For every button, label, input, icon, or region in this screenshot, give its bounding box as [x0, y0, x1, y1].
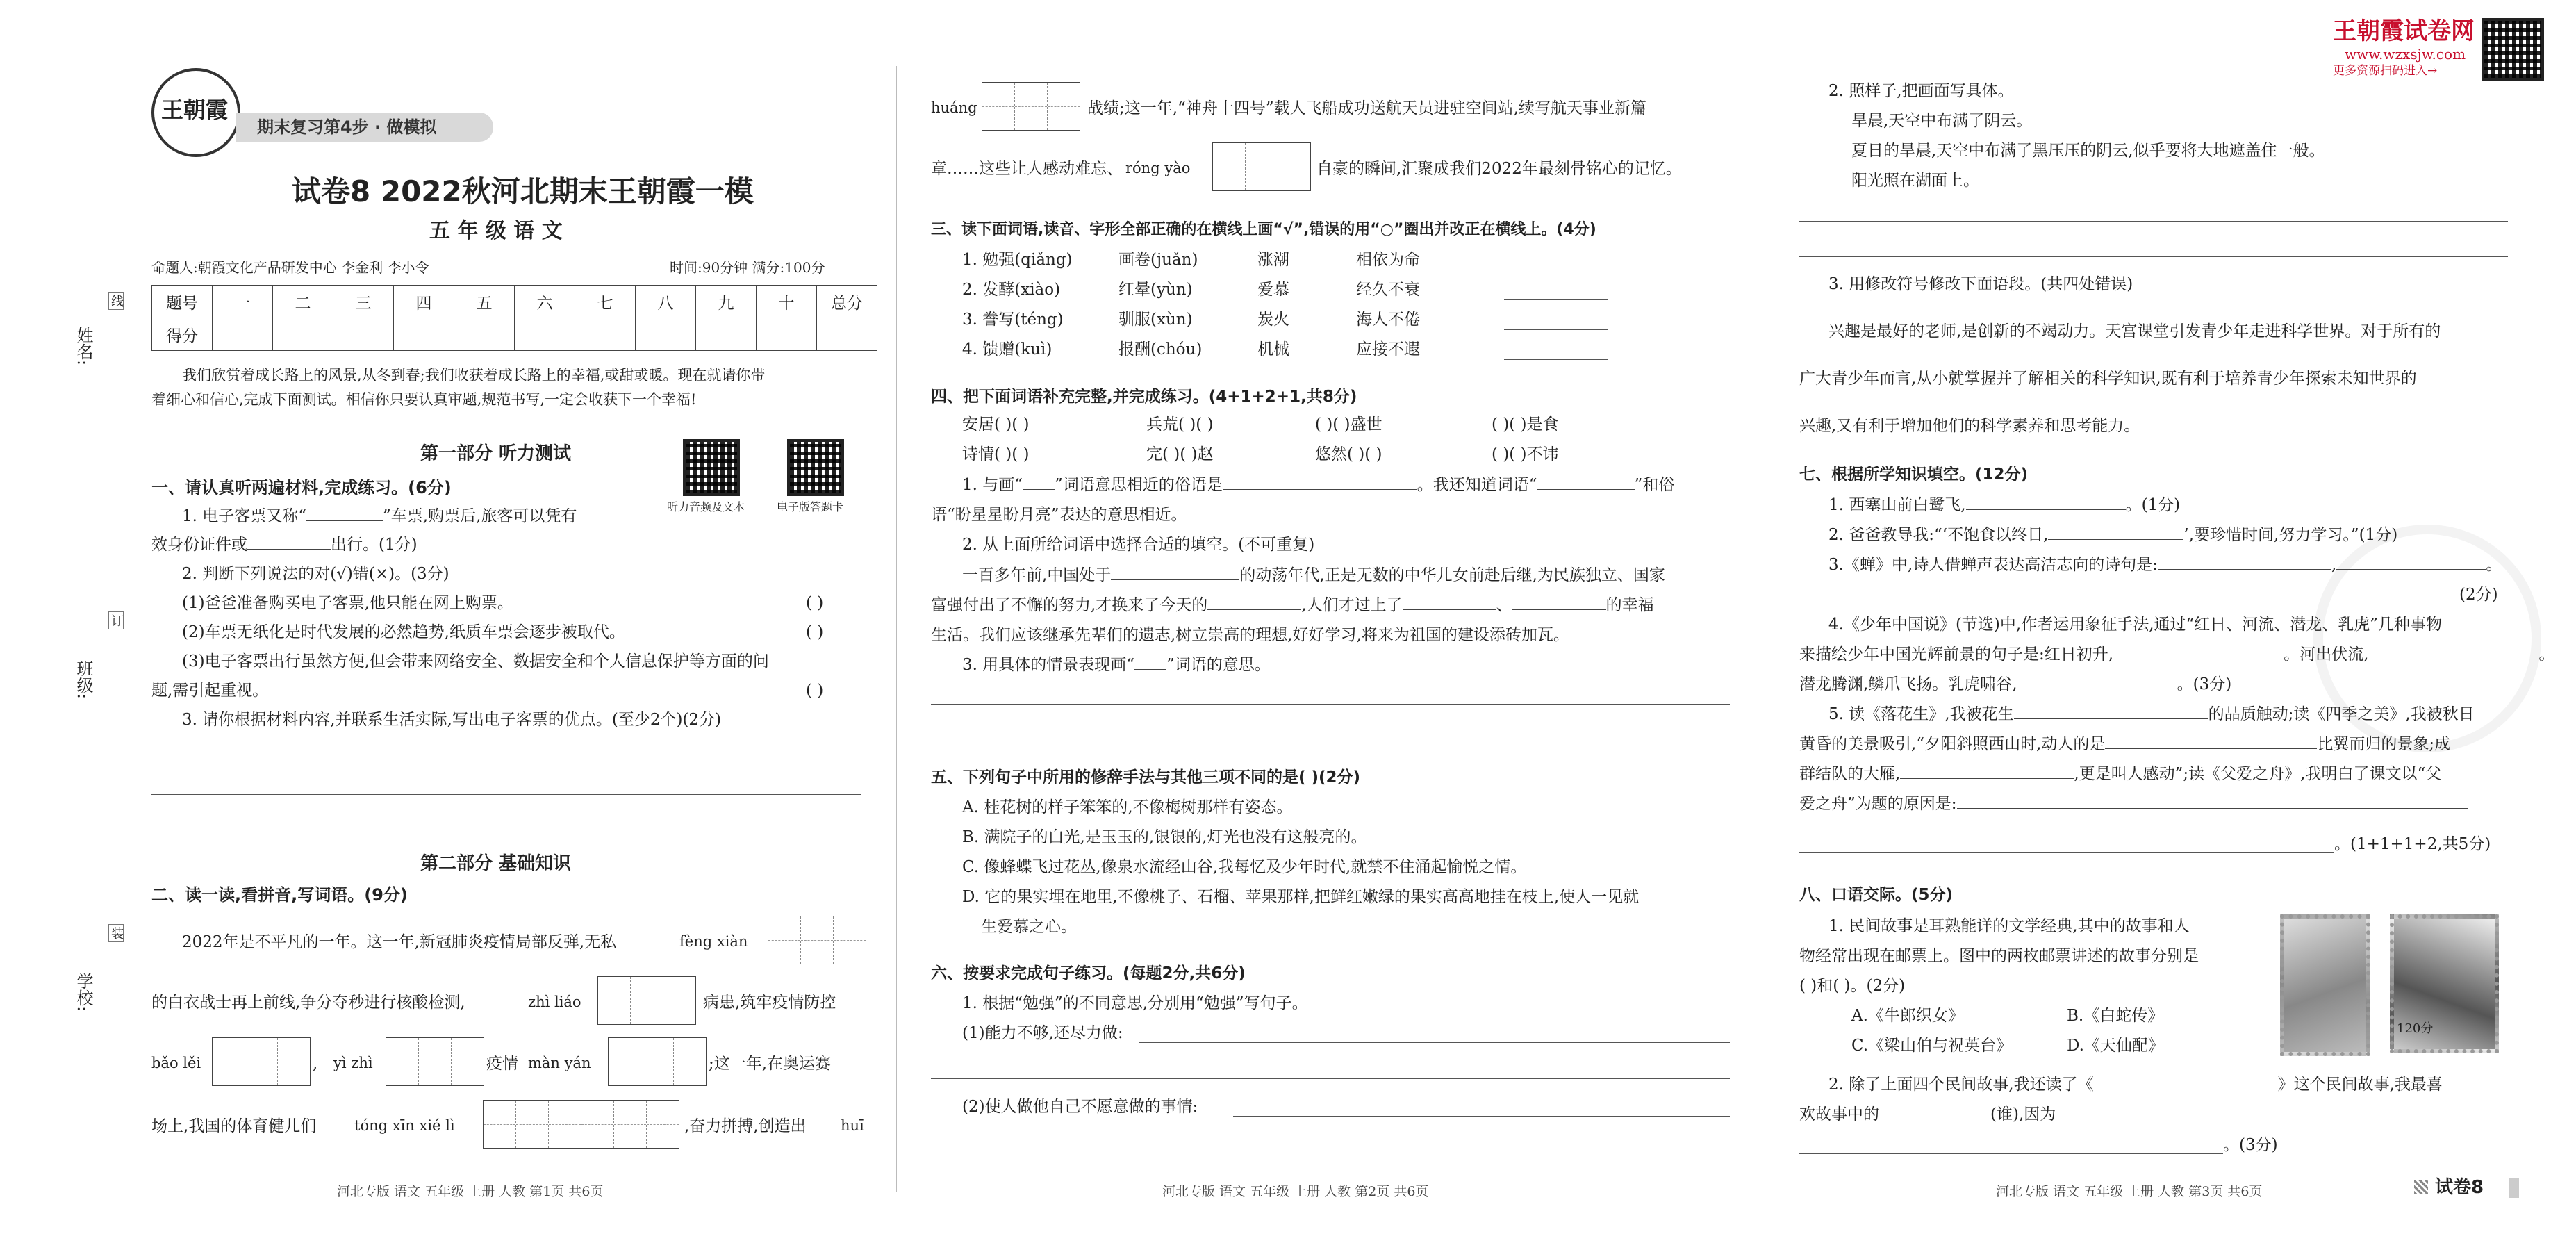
logo-badge — [151, 68, 240, 157]
judge-paren[interactable]: ( ) — [806, 623, 824, 641]
score-cell: 五 — [454, 286, 515, 318]
answer-blank[interactable] — [1966, 509, 2126, 510]
judge-paren[interactable]: ( ) — [806, 682, 824, 700]
score-cell: 得分 — [152, 318, 213, 351]
passage-text: 的白衣战士再上前线,争分夺秒进行核酸检测, — [151, 994, 465, 1012]
stamp-image-1 — [2280, 914, 2370, 1056]
q8-line: 1. 民间故事是耳熟能详的文学经典,其中的故事和人 — [1828, 917, 2190, 935]
pinyin-grid-yizhi[interactable] — [386, 1037, 484, 1086]
score-input-row — [152, 318, 877, 351]
pinyin-grid-tongxinxieli[interactable] — [483, 1100, 679, 1149]
score-cell: 总分 — [817, 286, 877, 318]
q7-line: 3.《蝉》中,诗人借蝉声表达高洁志向的诗句是: , 。 — [1828, 556, 2502, 574]
subject-title: 五 年 级 语 文 — [429, 219, 563, 243]
pinyin-grid-manyan[interactable] — [608, 1037, 707, 1086]
answer-line[interactable] — [1799, 256, 2508, 257]
answer-line[interactable] — [1504, 299, 1608, 300]
passage-text: 病患,筑牢疫情防控 — [703, 994, 836, 1012]
q4-item[interactable]: 完( )( )赵 — [1146, 445, 1214, 463]
passage-text: 场上,我国的体育健儿们 — [151, 1117, 317, 1135]
q7-line: 来描绘少年中国光辉前景的句子是:红日初升, 。河出伏流, 。 — [1799, 645, 2555, 664]
q5-option[interactable]: C. 像蜂蝶飞过花丛,像泉水流经山谷,我每忆及少年时代,就禁不住涌起愉悦之情。 — [962, 858, 1527, 876]
passage-text: ;这一年,在奥运赛 — [709, 1055, 832, 1073]
part1-title: 第一部分 听力测试 — [420, 443, 572, 464]
q8-line: 欢故事中的 (谁),因为 — [1799, 1107, 2400, 1123]
q3-word: 1. 勉强(qiǎng) — [962, 251, 1073, 269]
banner-bar — [236, 113, 493, 142]
q4-item[interactable]: 安居( )( ) — [962, 415, 1030, 434]
pinyin-grid-rongyao[interactable] — [1212, 142, 1311, 191]
score-cell: 七 — [575, 286, 636, 318]
cut-mark: 订 — [108, 611, 124, 629]
qr-label: 电子版答题卡 — [777, 500, 844, 513]
answer-blank[interactable] — [247, 549, 331, 550]
q6-sub: (2)使人做他自己不愿意做的事情: — [962, 1098, 1198, 1116]
passage-text: ,奋力拼搏,创造出 — [684, 1117, 807, 1135]
intro-line: 我们欣赏着成长路上的风景,从冬到春;我们收获着成长路上的幸福,或甜或暖。现在就请你带 — [182, 367, 766, 384]
score-cell: 六 — [515, 286, 575, 318]
q1-1-text: 1. 电子客票又称“ ”车票,购票后,旅客可以凭有 — [182, 507, 577, 525]
q4-sub1-b: 语“盼星星盼月亮”表达的意思相近。 — [931, 506, 1187, 524]
site-name[interactable]: 王朝霞试卷网 — [2333, 17, 2475, 45]
answer-blank[interactable] — [2014, 718, 2208, 719]
q3-word: 机械 — [1257, 340, 1289, 359]
q4-item[interactable]: 诗情( )( ) — [962, 445, 1030, 463]
answer-blank[interactable] — [1207, 609, 1301, 610]
q7-line: 黄昏的美景吸引,“夕阳斜照西山时,动人的是 比翼而归的景象;成 — [1799, 735, 2451, 753]
q6-sub: 3. 用修改符号修改下面语段。(共四处错误) — [1828, 275, 2133, 293]
part2-title: 第二部分 基础知识 — [420, 853, 572, 874]
answer-blank[interactable] — [1023, 489, 1055, 490]
q4-item[interactable]: ( )( )盛世 — [1315, 415, 1382, 434]
passage-text: 章……这些让人感动难忘、 — [931, 160, 1123, 178]
q7-title: 七、根据所学知识填空。(12分) — [1799, 466, 2029, 484]
score-header-row — [152, 286, 877, 318]
answer-line[interactable] — [1799, 221, 2508, 222]
page-footer: 河北专版 语文 五年级 上册 人教 第3页 共6页 — [1996, 1184, 2263, 1199]
answer-blank[interactable] — [1134, 669, 1166, 670]
q3-word: 驯服(xùn) — [1118, 311, 1193, 329]
pinyin: fèng xiàn — [679, 933, 748, 950]
q7-score: 。(1+1+1+2,共5分) — [2334, 835, 2491, 853]
school-label: 学校: — [74, 973, 93, 1012]
q4-sub3: 3. 用具体的情景表现画“ ”词语的意思。 — [962, 656, 1271, 674]
qr-code-audio[interactable] — [683, 439, 740, 496]
q4-item[interactable]: ( )( )不讳 — [1492, 445, 1559, 463]
q3-word: 3. 誊写(téng) — [962, 311, 1064, 329]
qr-label: 听力音频及文本 — [667, 500, 745, 513]
pinyin: bǎo lěi — [151, 1055, 201, 1071]
answer-blank[interactable] — [1957, 808, 2468, 809]
score-cell: 九 — [696, 286, 757, 318]
stamp-image-2 — [2390, 914, 2499, 1053]
page-footer: 河北专版 语文 五年级 上册 人教 第2页 共6页 — [1162, 1184, 1429, 1199]
score-input[interactable] — [515, 318, 575, 351]
answer-line[interactable] — [1799, 852, 2334, 853]
score-cell: 题号 — [152, 286, 213, 318]
q6-sub: 1. 根据“勉强”的不同意思,分别用“勉强”写句子。 — [962, 994, 1308, 1012]
answer-blank[interactable] — [1223, 489, 1417, 490]
q3-word: 经久不衰 — [1356, 281, 1420, 299]
q3-word: 涨潮 — [1257, 251, 1289, 269]
score-input[interactable] — [394, 318, 454, 351]
q4-title: 四、把下面词语补充完整,并完成练习。(4+1+2+1,共8分) — [931, 388, 1357, 406]
judge-paren[interactable]: ( ) — [806, 594, 824, 612]
score-cell: 四 — [394, 286, 454, 318]
q7-line: 爱之舟”为题的原因是: — [1799, 796, 2468, 812]
q8-option[interactable]: D.《天仙配》 — [2067, 1037, 2164, 1055]
footer-bar — [2509, 1178, 2519, 1198]
q7-score: (2分) — [2459, 586, 2498, 604]
pinyin: róng yào — [1125, 160, 1191, 176]
q1-1-text-2: 效身份证件或 出行。(1分) — [151, 536, 418, 554]
answer-line[interactable] — [931, 704, 1730, 705]
intro-line: 着细心和信心,完成下面测试。相信你只要认真审题,规范书写,一定会收获下一个幸福! — [151, 391, 697, 408]
footer-pattern — [2414, 1180, 2428, 1194]
score-cell: 八 — [636, 286, 696, 318]
answer-line[interactable] — [1139, 1042, 1730, 1043]
score-input[interactable] — [757, 318, 817, 351]
score-input[interactable] — [636, 318, 696, 351]
score-input[interactable] — [817, 318, 877, 351]
q5-option[interactable]: D. 它的果实埋在地里,不像桃子、石榴、苹果那样,把鲜红嫩绿的果实高高地挂在枝上,使人一见就 — [962, 888, 1640, 906]
example-text: 阳光照在湖面上。 — [1851, 172, 1979, 190]
q4-item[interactable]: ( )( )是食 — [1492, 415, 1559, 434]
q1-title: 一、请认真听两遍材料,完成练习。(6分) — [151, 478, 452, 497]
answer-line[interactable] — [151, 794, 861, 795]
pinyin-grid-huihuang[interactable] — [982, 82, 1080, 131]
passage-text: 疫情 — [486, 1055, 518, 1073]
score-cell: 十 — [757, 286, 817, 318]
score-cell: 一 — [213, 286, 273, 318]
q7-line: 群结队的大雁, ,更是叫人感动”;读《父爱之舟》,我明白了课文以“父 — [1799, 765, 2442, 783]
stamp-value: 120分 — [2397, 1021, 2434, 1036]
q1-3-text: 3. 请你根据材料内容,并联系生活实际,写出电子客票的优点。(至少2个)(2分) — [182, 711, 722, 729]
answer-blank[interactable] — [2158, 569, 2331, 570]
page-title: 试卷8 2022秋河北期末王朝霞一模 — [292, 174, 754, 208]
edit-passage: 兴趣,又有利于增加他们的科学素养和思考能力。 — [1799, 417, 2140, 435]
answer-blank[interactable] — [306, 520, 383, 521]
answer-line[interactable] — [931, 1078, 1730, 1079]
answer-line[interactable] — [1233, 1116, 1730, 1117]
q3-word: 画卷(juǎn) — [1118, 251, 1198, 269]
q2-title: 二、读一读,看拼音,写词语。(9分) — [151, 885, 408, 905]
passage-text: 自豪的瞬间,汇聚成我们2022年最刻骨铭心的记忆。 — [1316, 160, 1682, 178]
pinyin: tóng xīn xié lì — [354, 1117, 455, 1134]
score-input[interactable] — [273, 318, 333, 351]
q3-word: 红晕(yùn) — [1118, 281, 1193, 299]
answer-line[interactable] — [1799, 1153, 2223, 1154]
passage-text: 2022年是不平凡的一年。这一年,新冠肺炎疫情局部反弹,无私 — [182, 933, 617, 951]
q8-line: 物经常出现在邮票上。图中的两枚邮票讲述的故事分别是 — [1799, 947, 2199, 965]
edit-passage: 兴趣是最好的老师,是创新的不竭动力。天宫课堂引发青少年走进科学世界。对于所有的 — [1828, 322, 2441, 340]
page-footer: 河北专版 语文 五年级 上册 人教 第1页 共6页 — [337, 1184, 604, 1199]
q3-word: 应接不遐 — [1356, 340, 1420, 359]
q8-line: 2. 除了上面四个民间故事,我还读了《 》这个民间故事,我最喜 — [1828, 1076, 2443, 1094]
q8-option[interactable]: B.《白蛇传》 — [2067, 1007, 2164, 1025]
q4-item[interactable]: 兵荒( )( ) — [1146, 415, 1214, 434]
score-input[interactable] — [333, 318, 394, 351]
judge-item: (3)电子客票出行虽然方便,但会带来网络安全、数据安全和个人信息保护等方面的问 — [182, 652, 769, 670]
answer-blank[interactable] — [1537, 489, 1635, 490]
judge-item: 题,需引起重视。 — [151, 682, 269, 700]
pinyin: huī — [841, 1117, 864, 1134]
q4-item[interactable]: 悠然( )( ) — [1315, 445, 1382, 463]
q8-line[interactable]: ( )和( )。(2分) — [1799, 977, 1906, 995]
pinyin-grid-fengxian[interactable] — [768, 916, 866, 964]
logo-text: 王朝霞 — [161, 97, 229, 123]
passage-text: , — [313, 1055, 318, 1073]
score-cell: 二 — [273, 286, 333, 318]
score-input[interactable] — [696, 318, 757, 351]
pinyin-grid-baolei[interactable] — [212, 1037, 311, 1086]
exam-tag: 试卷8 — [2435, 1177, 2484, 1198]
score-table — [151, 285, 877, 351]
answer-blank[interactable] — [2336, 569, 2486, 570]
score-input[interactable] — [575, 318, 636, 351]
pinyin: yì zhì — [333, 1055, 373, 1071]
answer-blank[interactable] — [1111, 579, 1239, 580]
q7-line: 4.《少年中国说》(节选)中,作者运用象征手法,通过“红日、河流、潜龙、乳虎”几种事物 — [1828, 616, 2443, 634]
q3-word: 报酬(chóu) — [1118, 340, 1203, 359]
site-url[interactable]: www.wzxsjw.com — [2345, 46, 2466, 63]
q4-sub2-text: 富强付出了不懈的努力,才换来了今天的 ,人们才过上了 、 的幸福 — [931, 596, 1654, 614]
cut-mark: 装 — [108, 924, 124, 942]
banner-text: 期末复习第4步 · 做模拟 — [257, 117, 437, 137]
q8-score: 。(3分) — [2223, 1136, 2278, 1154]
class-label: 班级: — [74, 660, 93, 700]
cut-mark: 线 — [108, 292, 124, 310]
q5-option: 生爱慕之心。 — [981, 918, 1077, 936]
name-label: 姓名: — [74, 327, 93, 366]
q8-option[interactable]: C.《梁山伯与祝英台》 — [1851, 1037, 2013, 1055]
time-score: 时间:90分钟 满分:100分 — [670, 259, 825, 276]
q4-sub1: 1. 与画“ ”词语意思相近的俗语是 。我还知道词语“ ”和俗 — [962, 476, 1675, 494]
pinyin-grid-zhiliao[interactable] — [597, 976, 696, 1025]
authors: 命题人:朝霞文化产品研发中心 李金利 李小令 — [151, 259, 429, 276]
q3-title: 三、读下面词语,读音、字形全部正确的在横线上画“√”,错误的用“○”圈出并改正在横线上。(4分) — [931, 221, 1596, 238]
answer-blank[interactable] — [1512, 609, 1606, 610]
q6-title: 六、按要求完成句子练习。(每题2分,共6分) — [931, 964, 1246, 982]
q3-word: 相依为命 — [1356, 251, 1420, 269]
qr-code-answer-sheet[interactable] — [787, 439, 844, 496]
q7-line: 潜龙腾渊,鳞爪飞扬。乳虎啸谷, 。(3分) — [1799, 675, 2232, 693]
answer-blank[interactable] — [1900, 778, 2074, 779]
q3-word: 爱慕 — [1257, 281, 1289, 299]
q4-sub2-text: 一百多年前,中国处于 的动荡年代,正是无数的中华儿女前赴后继,为民族独立、国家 — [962, 566, 1665, 584]
q6-sub: (1)能力不够,还尽力做: — [962, 1024, 1123, 1042]
q3-word: 炭火 — [1257, 311, 1289, 329]
answer-blank[interactable] — [1403, 609, 1496, 610]
q5-option[interactable]: B. 满院子的白光,是玉玉的,银银的,灯光也没有这般亮的。 — [962, 828, 1367, 846]
edit-passage: 广大青少年而言,从小就掌握并了解相关的科学知识,既有利于培养青少年探索未知世界的 — [1799, 370, 2417, 388]
answer-line[interactable] — [1504, 359, 1608, 360]
judge-item: (2)车票无纸化是时代发展的必然趋势,纸质车票会逐步被取代。 — [182, 623, 625, 641]
q4-sub2: 2. 从上面所给词语中选择合适的填空。(不可重复) — [962, 536, 1315, 554]
q6-sub: 2. 照样子,把画面写具体。 — [1828, 82, 2014, 100]
q3-word: 4. 馈赠(kuì) — [962, 340, 1052, 359]
score-cell: 三 — [333, 286, 394, 318]
page-divider — [896, 66, 897, 1192]
pinyin: zhì liáo — [528, 994, 581, 1010]
q7-line: 1. 西塞山前白鹭飞, 。(1分) — [1828, 496, 2181, 514]
q5-title: 五、下列句子中所用的修辞手法与其他三项不同的是( )(2分) — [931, 768, 1361, 787]
q7-line: 2. 爸爸教导我:“‘不饱食以终日, ’,要珍惜时间,努力学习。”(1分) — [1828, 526, 2398, 544]
q3-word: 2. 发酵(xiào) — [962, 281, 1061, 299]
q4-sub2-text: 生活。我们应该继承先辈们的遗志,树立崇高的理想,好好学习,将来为祖国的建设添砖加瓦。 — [931, 626, 1569, 644]
score-input[interactable] — [454, 318, 515, 351]
example-text: 夏日的旱晨,天空中布满了黑压压的阴云,似乎要将大地遮盖住一般。 — [1851, 142, 2325, 160]
q8-option[interactable]: A.《牛郎织女》 — [1851, 1007, 1964, 1025]
q3-word: 海人不倦 — [1356, 311, 1420, 329]
site-tip: 更多资源扫码进入→ — [2333, 64, 2438, 78]
answer-blank[interactable] — [2105, 748, 2317, 749]
q5-option[interactable]: A. 桂花树的样子笨笨的,不像梅树那样有姿态。 — [962, 798, 1293, 816]
judge-item: (1)爸爸准备购买电子客票,他只能在网上购票。 — [182, 594, 513, 612]
q7-line: 5. 读《落花生》,我被花生 的品质触动;读《四季之美》,我被秋日 — [1828, 705, 2475, 723]
passage-text: 战绩;这一年,“神舟十四号”载人飞船成功送航天员进驻空间站,续写航天事业新篇 — [1087, 99, 1646, 117]
site-qr-code[interactable] — [2482, 18, 2544, 81]
q8-title: 八、口语交际。(5分) — [1799, 886, 1954, 904]
example-text: 旱晨,天空中布满了阴云。 — [1851, 112, 2033, 130]
answer-line[interactable] — [1504, 329, 1608, 330]
answer-blank[interactable] — [2048, 539, 2183, 540]
pinyin: huáng — [931, 99, 977, 116]
pinyin: màn yán — [528, 1055, 591, 1071]
q1-2-text: 2. 判断下列说法的对(√)错(×)。(3分) — [182, 565, 449, 583]
score-input[interactable] — [213, 318, 273, 351]
